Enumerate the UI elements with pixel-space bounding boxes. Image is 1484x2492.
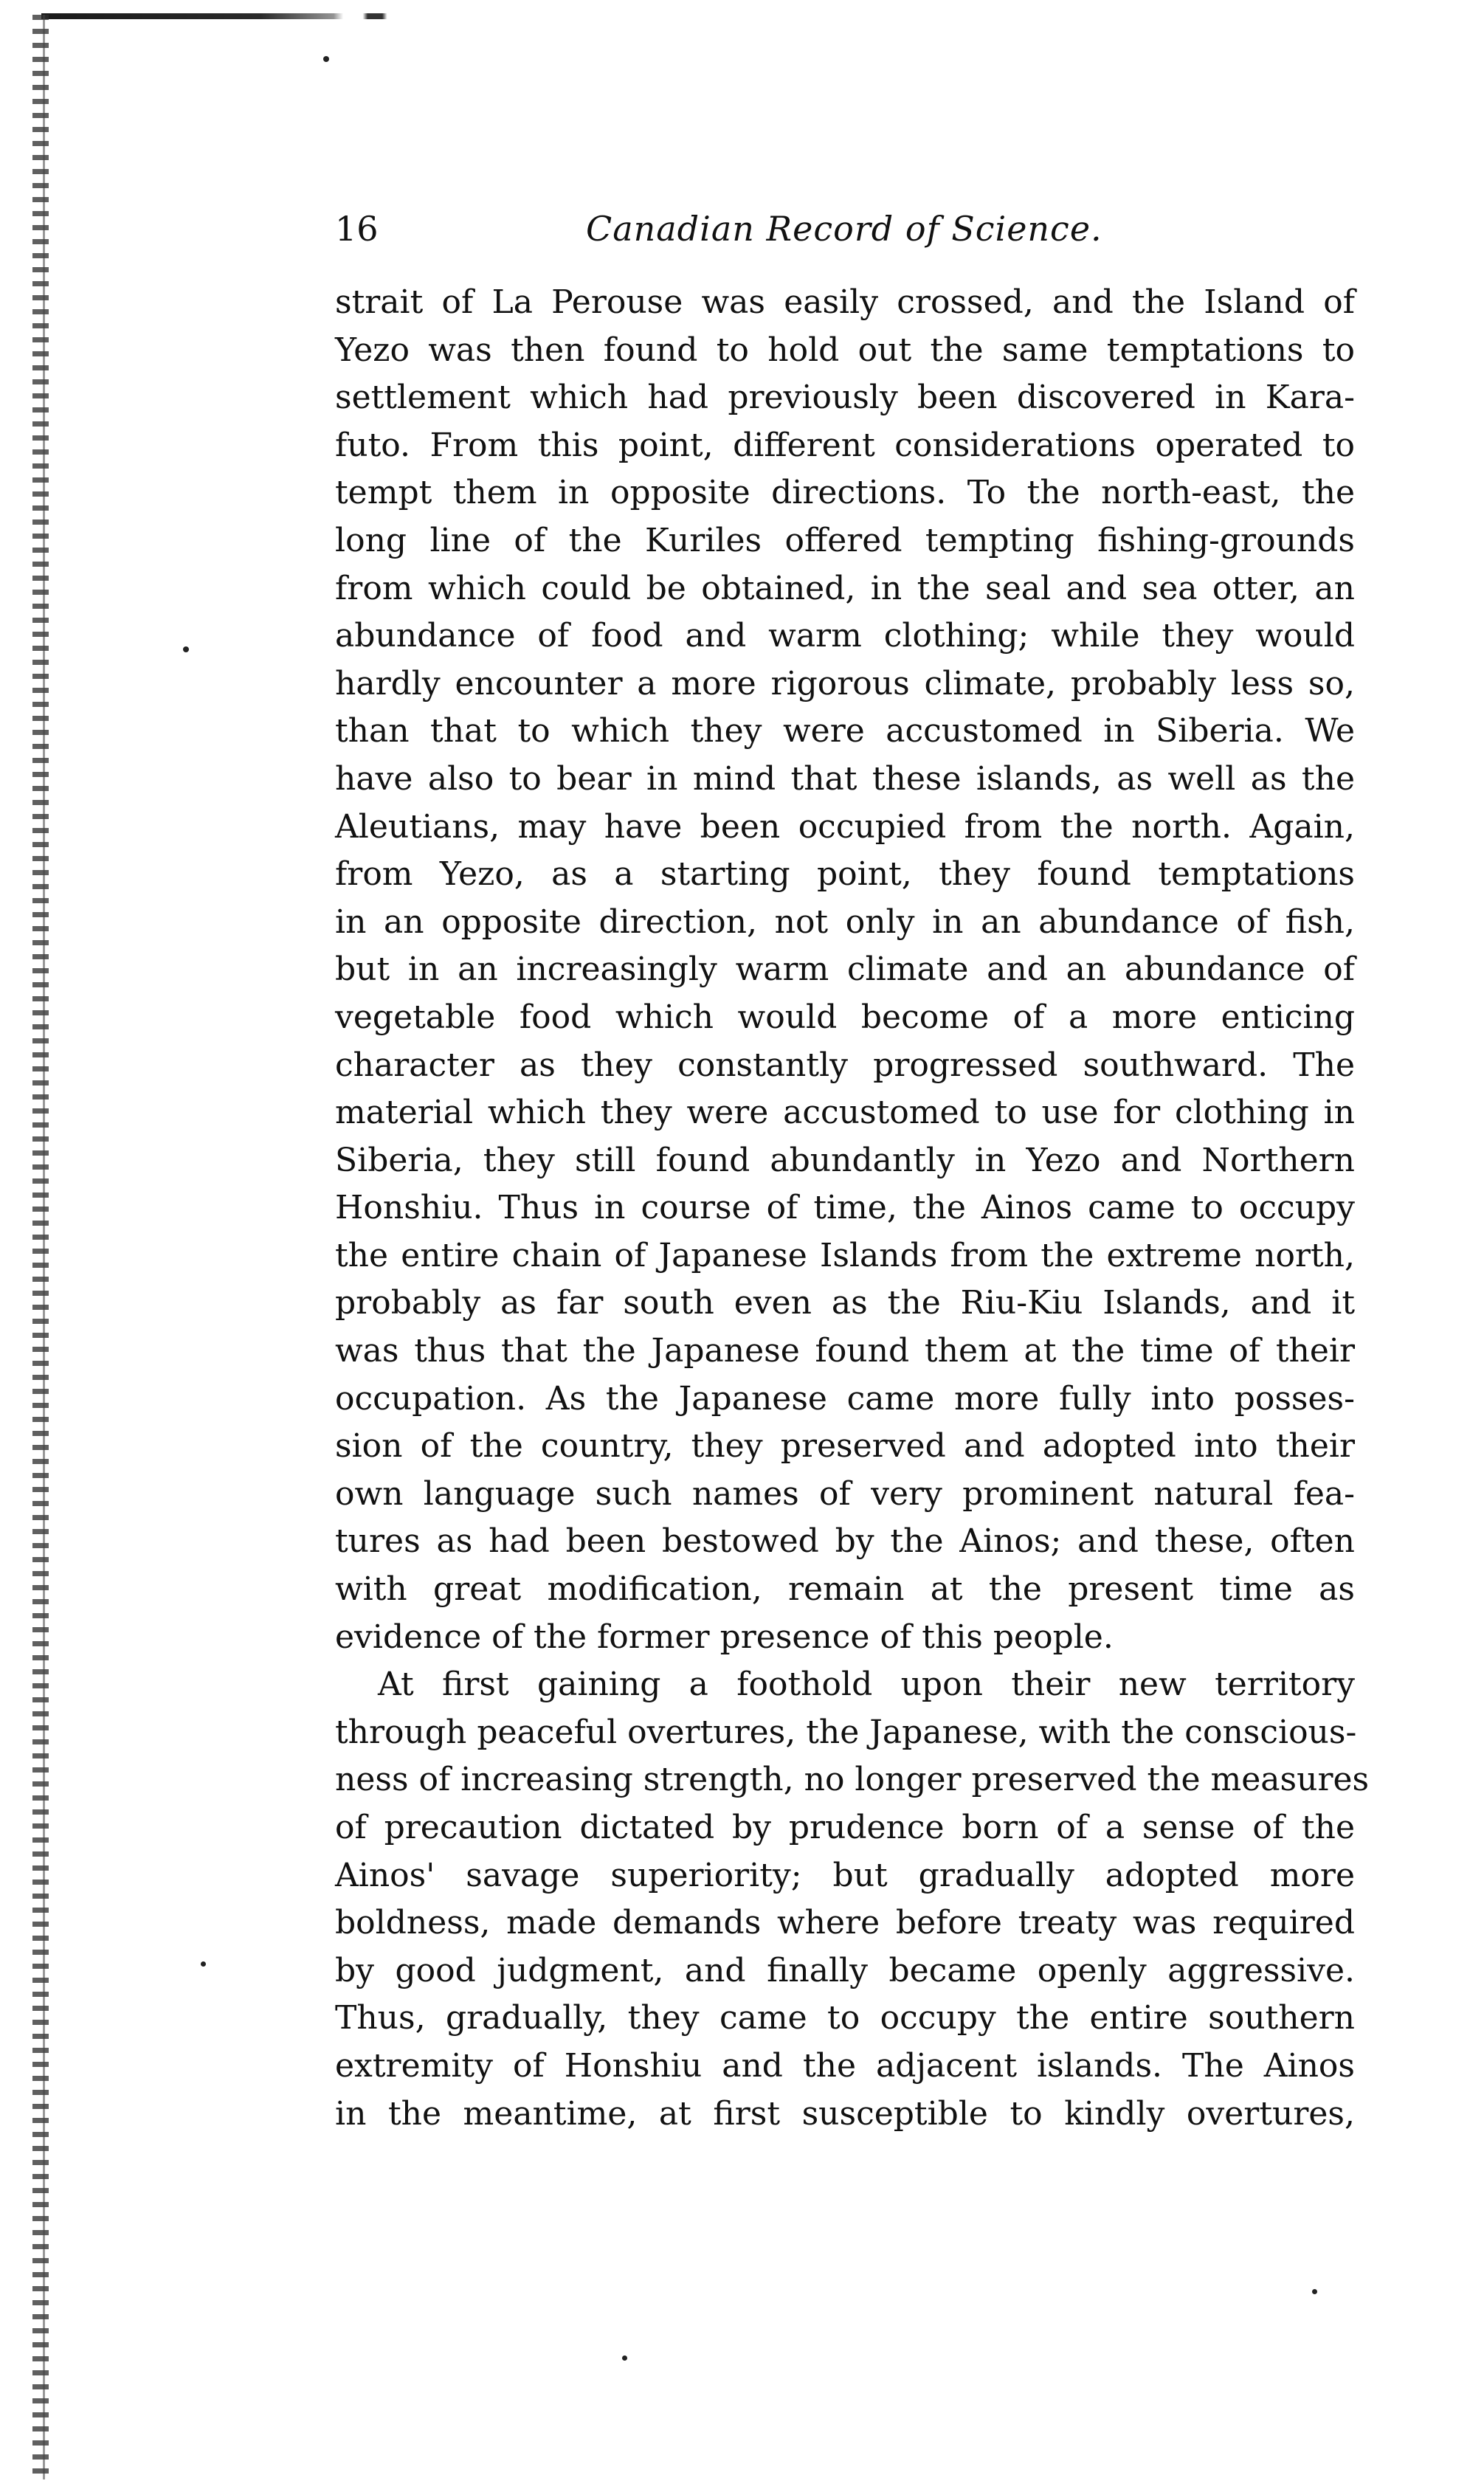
body-text — [335, 279, 1370, 2138]
scan-speck — [1312, 2289, 1317, 2294]
text-line: from Yezo, as a starting point, they found temptations — [335, 855, 1355, 894]
text-line: in the meantime, at first susceptible to kindly overtures, — [335, 2094, 1355, 2133]
text-line: settlement which had previously been discovered in Kara- — [335, 379, 1355, 417]
text-line: vegetable food which would become of a more enticing — [335, 998, 1355, 1036]
text-line: of precaution dictated by prudence born of a sense of the — [335, 1809, 1355, 1846]
text-line: hardly encounter a more rigorous climate, probably less so, — [335, 664, 1355, 703]
text-line: was thus that the Japanese found them at the time of their — [335, 1332, 1355, 1370]
text-line: than that to which they were accustomed in Siberia. We — [335, 712, 1355, 750]
scan-speck — [183, 646, 189, 652]
text-line: the entire chain of Japanese Islands from the extreme north, — [335, 1236, 1355, 1274]
paragraph-1 — [335, 279, 1355, 1661]
text-line: evidence of the former presence of this people. — [335, 1618, 1114, 1656]
scan-binding-line — [43, 15, 45, 2479]
text-line: Ainos' savage superiority; but gradually adopted more — [335, 1856, 1355, 1894]
text-line: in an opposite direction, not only in an abundance of fish, — [335, 902, 1355, 941]
scan-binding-edge — [32, 15, 49, 2479]
text-line: tempt them in opposite directions. To the north-east, the — [335, 474, 1355, 512]
page-header — [335, 208, 1132, 249]
scan-speck — [323, 56, 329, 62]
text-line: character as they constantly progressed southward. The — [335, 1046, 1355, 1084]
text-line: from which could be obtained, in the seal and sea otter, an — [335, 569, 1355, 607]
text-line: material which they were accustomed to use for clothing in — [335, 1094, 1355, 1132]
text-line: probably as far south even as the Riu-Kiu Islands, and it — [335, 1284, 1355, 1322]
text-line: occupation. As the Japanese came more fully into posses- — [335, 1379, 1355, 1418]
page-number: 16 — [335, 209, 379, 249]
text-line: with great modification, remain at the present time as — [335, 1570, 1355, 1609]
text-line: extremity of Honshiu and the adjacent islands. The Ainos — [335, 2046, 1355, 2085]
text-line: tures as had been bestowed by the Ainos; and these, often — [335, 1522, 1355, 1561]
text-line: own language such names of very prominent natural fea- — [335, 1474, 1355, 1513]
text-line: abundance of food and warm clothing; while they would — [335, 617, 1355, 655]
text-line: Siberia, they still found abundantly in Yezo and Northern — [335, 1141, 1355, 1179]
text-line: but in an increasingly warm climate and an abundance of — [335, 950, 1355, 989]
text-line: Honshiu. Thus in course of time, the Ainos came to occupy — [335, 1189, 1355, 1227]
text-line: boldness, made demands where before treaty was required — [335, 1904, 1355, 1942]
text-line: futo. From this point, different considerations operated to — [335, 426, 1355, 464]
text-line: Yezo was then found to hold out the same temptations to — [335, 331, 1355, 369]
scan-speck — [201, 1961, 206, 1967]
scan-speck — [622, 2355, 627, 2361]
text-line: Aleutians, may have been occupied from the north. Again, — [335, 807, 1355, 846]
text-line: long line of the Kuriles offered tempting fishing-grounds — [335, 521, 1355, 559]
text-line: by good judgment, and finally became openly aggressive. — [335, 1951, 1355, 1989]
scan-top-rule — [41, 13, 528, 19]
running-title: Canadian Record of Science. — [586, 209, 1102, 249]
text-line: through peaceful overtures, the Japanese, with the conscious- — [335, 1713, 1357, 1751]
text-line: strait of La Perouse was easily crossed, and the Island of — [335, 283, 1355, 321]
text-line: ness of increasing strength, no longer preserved the measures — [335, 1761, 1370, 1799]
text-line: sion of the country, they preserved and adopted into their — [335, 1427, 1355, 1466]
text-line: At first gaining a foothold upon their new territory — [378, 1666, 1355, 1704]
text-line: Thus, gradually, they came to occupy the entire southern — [335, 1999, 1355, 2037]
paragraph-2 — [335, 1661, 1370, 2138]
text-line: have also to bear in mind that these islands, as well as the — [335, 759, 1355, 798]
